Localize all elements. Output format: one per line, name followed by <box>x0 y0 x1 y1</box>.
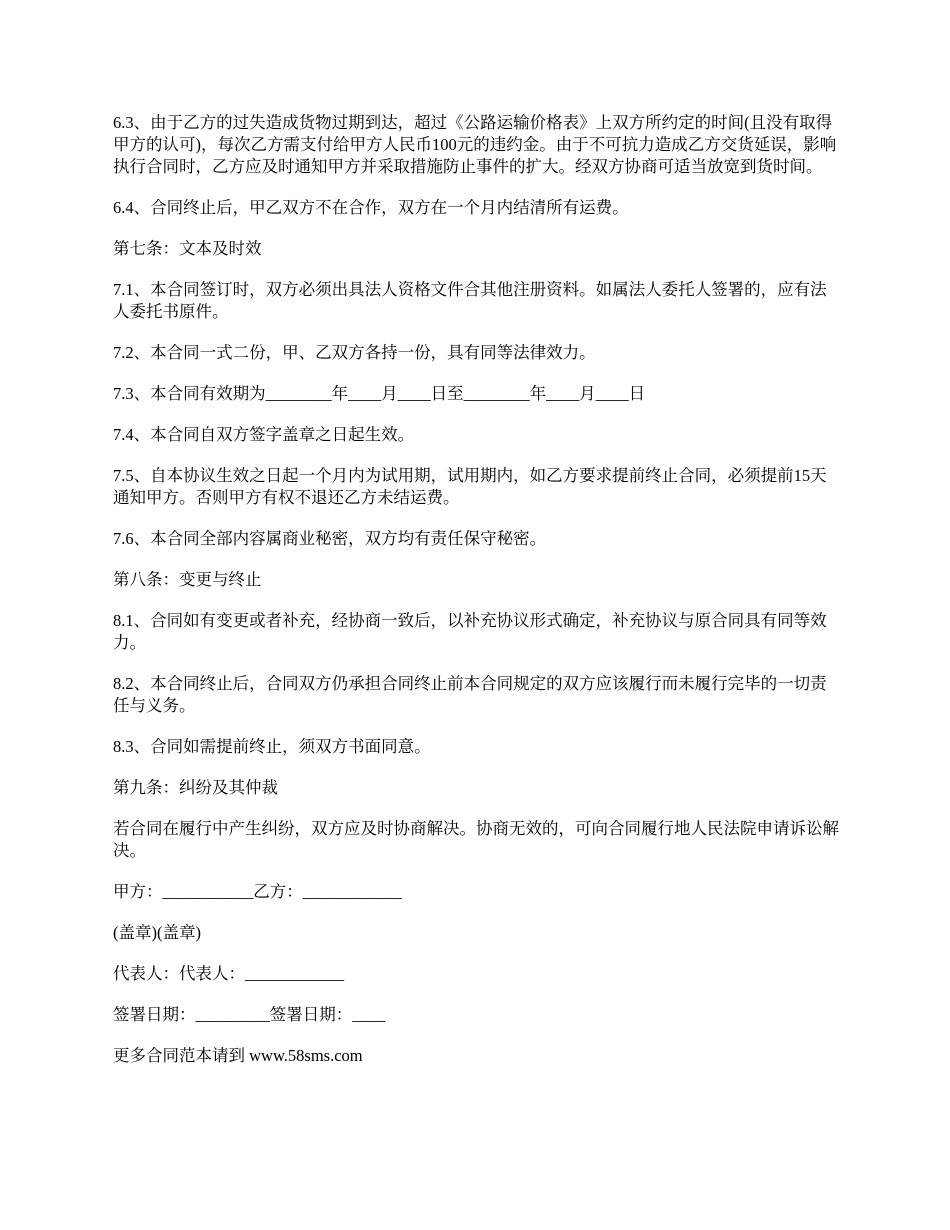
clause-7-4: 7.4、本合同自双方签字盖章之日起生效。 <box>113 425 415 444</box>
article-8-heading: 第八条：变更与终止 <box>113 570 262 589</box>
dispute-clause: 若合同在履行中产生纠纷，双方应及时协商解决。协商无效的，可向合同履行地人民法院申请诉讼解决。 <box>113 819 839 860</box>
clause-7-2: 7.2、本合同一式二份，甲、乙双方各持一份，具有同等法律效力。 <box>113 343 596 362</box>
clause-7-1: 7.1、本合同签订时，双方必须出具法人资格文件合其他注册资料。如属法人委托人签署的，应有法人委托书原件。 <box>113 280 827 321</box>
clause-8-2: 8.2、本合同终止后，合同双方仍承担合同终止前本合同规定的双方应该履行而未履行完毕的一切责任与义务。 <box>113 674 827 715</box>
seal-line: (盖章)(盖章) <box>113 923 201 942</box>
signing-date-line: 签署日期：_________签署日期：____ <box>113 1005 386 1024</box>
footer-more-templates: 更多合同范本请到 www.58sms.com <box>113 1046 363 1065</box>
article-9-heading: 第九条：纠纷及其仲裁 <box>113 778 278 797</box>
clause-6-3: 6.3、由于乙方的过失造成货物过期到达，超过《公路运输价格表》上双方所约定的时间(且没有取得甲方的认可)，每次乙方需支付给甲方人民币100元的违约金。由于不可抗力造成乙方交货延误，影响执行合同时，乙方应及时通知甲方并采取措施防止事件的扩大。经双方协商可适当放宽到货时间。 <box>113 113 837 176</box>
clause-8-1: 8.1、合同如有变更或者补充，经协商一致后，以补充协议形式确定，补充协议与原合同具有同等效力。 <box>113 611 827 652</box>
document-body <box>113 112 843 1086</box>
representative-line: 代表人：代表人：____________ <box>113 964 344 983</box>
article-7-heading: 第七条：文本及时效 <box>113 239 262 258</box>
clause-7-6: 7.6、本合同全部内容属商业秘密，双方均有责任保守秘密。 <box>113 529 547 548</box>
clause-7-3: 7.3、本合同有效期为________年____月____日至________年____月____日 <box>113 384 646 403</box>
party-signature-line: 甲方：___________乙方：____________ <box>113 882 402 901</box>
clause-7-5: 7.5、自本协议生效之日起一个月内为试用期，试用期内，如乙方要求提前终止合同，必须提前15天通知甲方。否则甲方有权不退还乙方未结运费。 <box>113 466 827 507</box>
clause-8-3: 8.3、合同如需提前终止，须双方书面同意。 <box>113 737 431 756</box>
clause-6-4: 6.4、合同终止后，甲乙双方不在合作，双方在一个月内结清所有运费。 <box>113 198 629 217</box>
